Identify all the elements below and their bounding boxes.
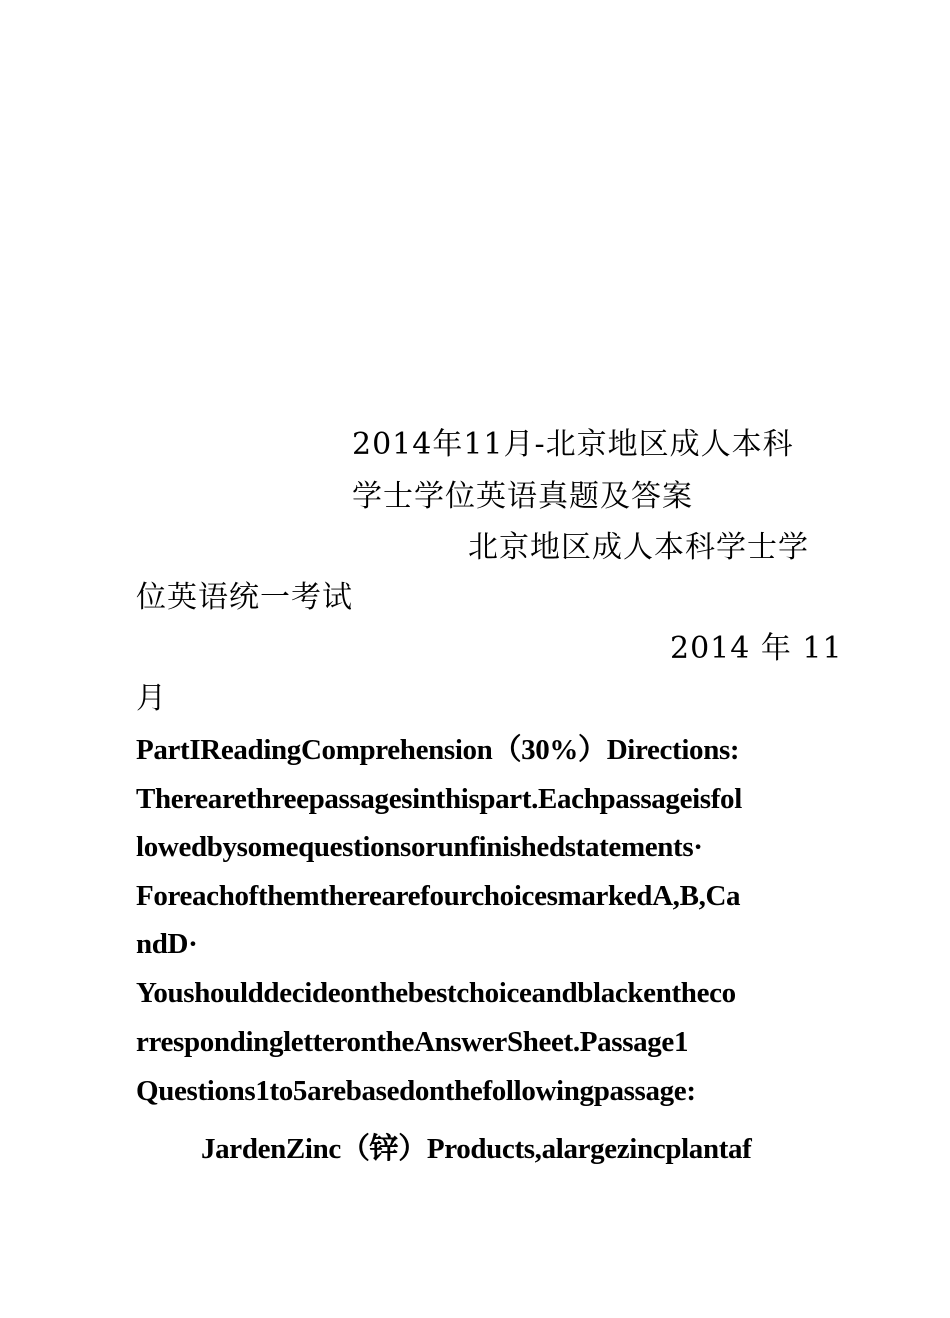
directions-line-7: rrespondingletterontheAnswerSheet.Passage1 bbox=[136, 1026, 689, 1058]
document-subtitle-line-2: 位英语统一考试 bbox=[136, 580, 353, 615]
directions-line-1: PartIReadingComprehension（30%）Directions: bbox=[136, 734, 740, 766]
document-subtitle-line-1: 北京地区成人本科学士学 bbox=[468, 530, 809, 565]
directions-line-6: Youshoulddecideonthebestchoiceandblackentheco bbox=[136, 977, 736, 1009]
directions-line-2: Therearethreepassagesinthispart.Eachpassageisfol bbox=[136, 783, 742, 815]
directions-line-3: lowedbysomequestionsorunfinishedstatements· bbox=[136, 831, 703, 863]
directions-line-4: ForeachofthemtherearefourchoicesmarkedA,B,Ca bbox=[136, 880, 741, 912]
directions-line-8: Questions1to5arebasedonthefollowingpassage: bbox=[136, 1075, 696, 1107]
passage-first-line: JardenZinc（锌）Products,alargezincplantaf bbox=[201, 1133, 752, 1165]
directions-line-5: ndD· bbox=[136, 928, 198, 960]
document-title-line-1: 2014年11月-北京地区成人本科 bbox=[352, 427, 794, 462]
document-date-line-1: 2014 年 11 bbox=[670, 631, 843, 666]
document-date-line-2: 月 bbox=[136, 681, 167, 716]
document-title-line-2: 学士学位英语真题及答案 bbox=[352, 479, 693, 514]
